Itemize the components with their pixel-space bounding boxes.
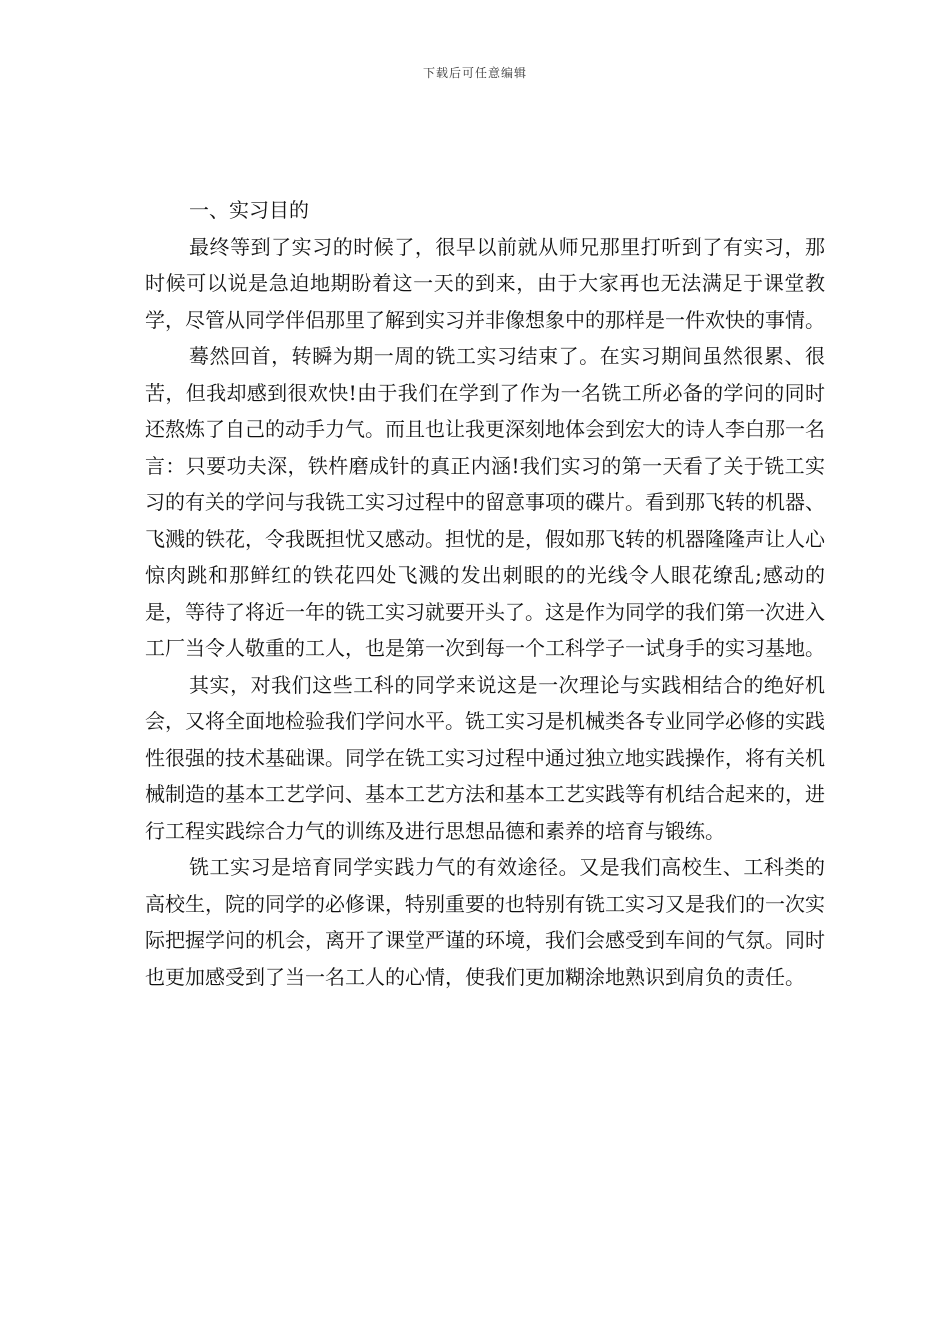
- paragraph-4: 铣工实习是培育同学实践力气的有效途径。又是我们高校生、工科类的高校生，院的同学的必修课，特别重要的也特别有铣工实习又是我们的一次实际把握学问的机会，离开了课堂严谨的环境，我们会感受到车间的气氛。同时也更加感受到了当一名工人的心情，使我们更加糊涂地熟识到肩负的责任。: [145, 855, 825, 989]
- page-header-note: 下载后可任意编辑: [422, 66, 527, 80]
- paragraph-3: 其实，对我们这些工科的同学来说这是一次理论与实践相结合的绝好机会，又将全面地检验我们学问水平。铣工实习是机械类各专业同学必修的实践性很强的技术基础课。同学在铣工实习过程中通过独立地实践操作，将有关机械制造的基本工艺学问、基本工艺方法和基本工艺实践等有机结合起来的，进行工程实践综合力气的训练及进行思想品德和素养的培育与锻练。: [145, 672, 825, 843]
- paragraph-1: 最终等到了实习的时候了，很早以前就从师兄那里打听到了有实习，那时候可以说是急迫地期盼着这一天的到来，由于大家再也无法满足于课堂教学，尽管从同学伴侣那里了解到实习并非像想象中的那样是一件欢快的事情。: [145, 234, 825, 332]
- document-body: [145, 192, 825, 995]
- paragraph-2: 蓦然回首，转瞬为期一周的铣工实习结束了。在实习期间虽然很累、很苦，但我却感到很欢快!由于我们在学到了作为一名铣工所必备的学问的同时还熬炼了自己的动手力气。而且也让我更深刻地体会到宏大的诗人李白那一名言：只要功夫深，铁杵磨成针的真正内涵!我们实习的第一天看了关于铣工实习的有关的学问与我铣工实习过程中的留意事项的碟片。看到那飞转的机器、飞溅的铁花，令我既担忧又感动。担忧的是，假如那飞转的机器隆隆声让人心惊肉跳和那鲜红的铁花四处飞溅的发出刺眼的的光线令人眼花缭乱;感动的是，等待了将近一年的铣工实习就要开头了。这是作为同学的我们第一次进入工厂当令人敬重的工人，也是第一次到每一个工科学子一试身手的实习基地。: [145, 344, 825, 660]
- section-heading: 一、实习目的: [189, 198, 309, 222]
